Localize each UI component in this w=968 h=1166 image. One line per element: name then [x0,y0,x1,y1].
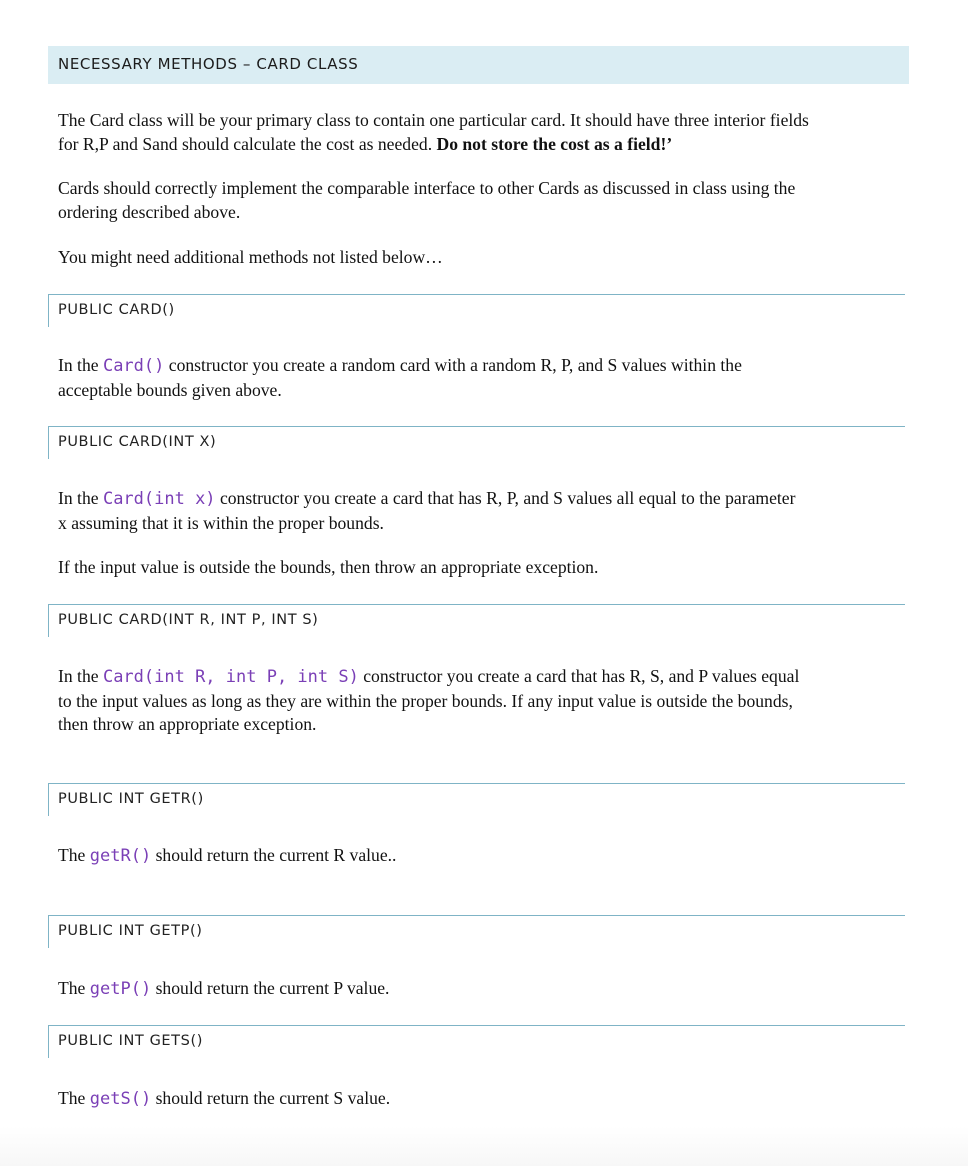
get-s-text-post: should return the current S value. [151,1088,391,1108]
card-x-description [58,487,908,535]
method-heading-get-r [48,783,905,816]
method-title-card-default: PUBLIC CARD() [58,302,175,318]
method-title-get-r: PUBLIC INT GETR() [58,791,204,807]
method-title-get-s: PUBLIC INT GETS() [58,1033,203,1049]
method-heading-card-x [48,426,905,459]
intro-p1-line1: The Card class will be your primary class to contain one particular card. It should have three interior fields [58,110,809,130]
method-heading-card-default [48,294,905,327]
section-title: NECESSARY METHODS – CARD CLASS [58,55,359,73]
card-rps-code: Card(int R, int P, int S) [102,667,359,687]
get-s-code: getS() [89,1089,152,1109]
card-default-text-line2: acceptable bounds given above. [58,379,282,400]
card-rps-text-post: constructor you create a card that has R, S, and P values equal [358,666,800,686]
intro-paragraph-1 [58,109,908,156]
method-title-card-x: PUBLIC CARD(INT X) [58,434,217,450]
get-s-description [58,1087,908,1112]
get-p-code: getP() [89,979,152,999]
card-x-code: Card(int x) [102,489,216,509]
get-s-text-pre: The [58,1088,90,1108]
get-r-text-pre: The [58,845,90,865]
get-r-code: getR() [89,846,152,866]
method-heading-get-p [48,915,905,948]
card-rps-text-pre: In the [58,666,103,686]
card-rps-description [58,665,908,737]
card-x-text-post: constructor you create a card that has R, P, and S values all equal to the parameter [215,488,796,508]
method-heading-get-s [48,1025,905,1058]
get-p-description [58,977,908,1002]
card-default-code: Card() [102,356,165,376]
intro-p1-bold-warning: Do not store the cost as a field!’ [436,133,673,154]
intro-p2-line2: ordering described above. [58,201,241,222]
get-p-text-pre: The [58,978,90,998]
section-heading-banner [48,46,909,84]
card-default-text-pre: In the [58,355,103,375]
card-rps-text-line2: to the input values as long as they are within the proper bounds. If any input value is outside the bounds, [58,690,793,711]
card-x-text-pre: In the [58,488,103,508]
intro-p1-line2: for R,P and Sand should calculate the cost as needed. [58,133,437,154]
get-p-text-post: should return the current P value. [151,978,390,998]
method-title-card-rps: PUBLIC CARD(INT R, INT P, INT S) [58,612,319,628]
card-default-description [58,354,908,402]
card-x-text-line2: x assuming that it is within the proper bounds. [58,512,384,533]
get-r-text-post: should return the current R value.. [151,845,397,865]
method-heading-card-rps [48,604,905,637]
card-rps-text-line3: then throw an appropriate exception. [58,714,317,734]
get-r-description [58,844,908,869]
intro-paragraph-2 [58,177,908,224]
card-default-text-post: constructor you create a random card with a random R, P, and S values within the [164,355,742,375]
card-x-exception-note: If the input value is outside the bounds, then throw an appropriate exception. [58,557,599,577]
page-bottom-shadow [0,1126,968,1166]
method-title-get-p: PUBLIC INT GETP() [58,923,203,939]
intro-paragraph-3: You might need additional methods not listed below… [58,247,443,267]
intro-p2-line1: Cards should correctly implement the comparable interface to other Cards as discussed in class using the [58,178,796,198]
